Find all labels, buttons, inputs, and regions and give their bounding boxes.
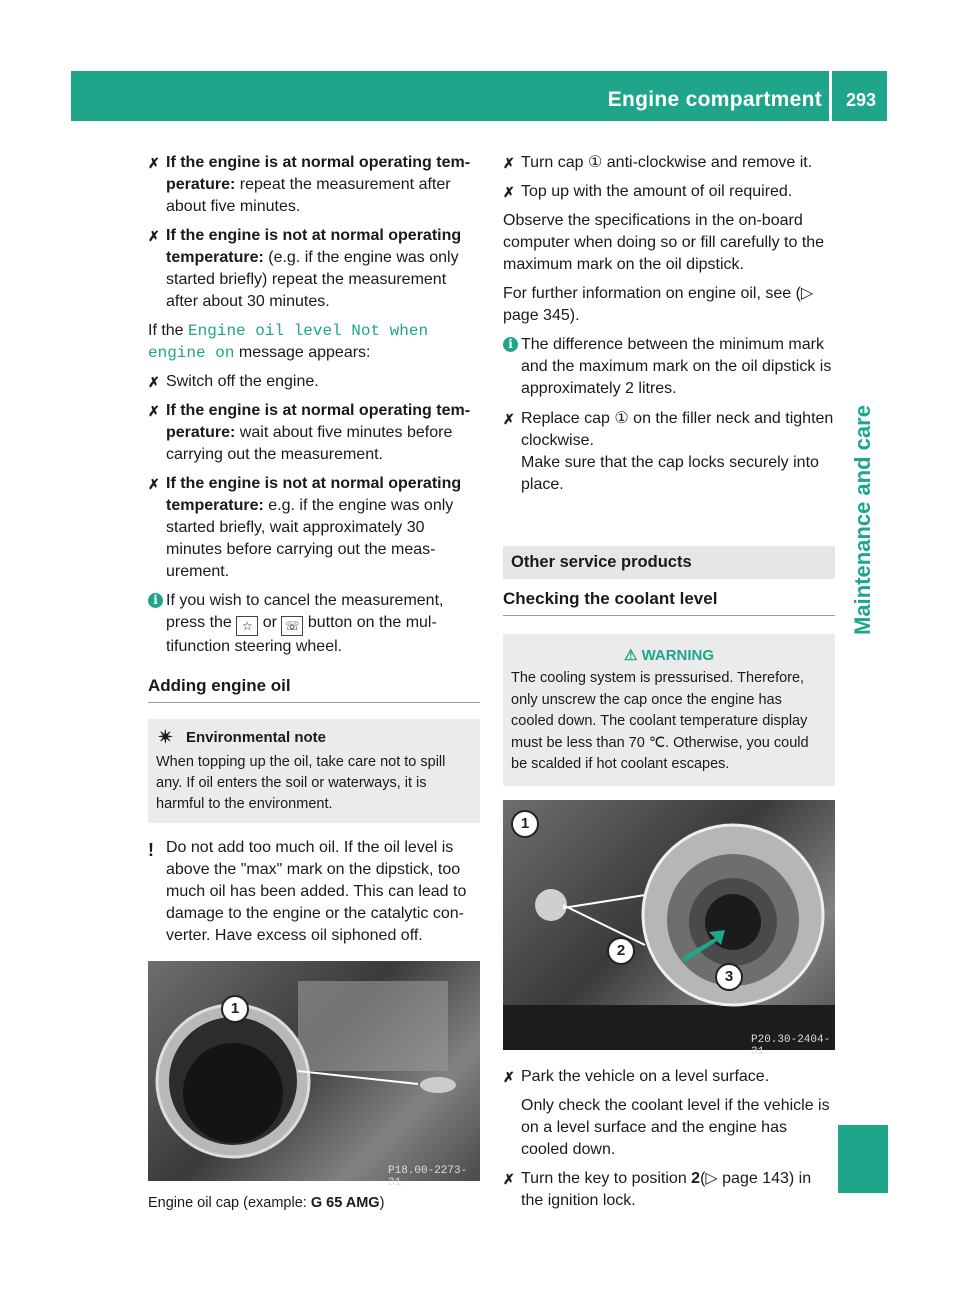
exclamation-icon: ! xyxy=(148,840,154,860)
step-arrow-icon: ✗ xyxy=(503,1068,515,1085)
figure-reference: P18.00-2273-31 xyxy=(388,1165,468,1189)
oil-cap-illustration xyxy=(148,961,480,1181)
right-column xyxy=(503,152,835,1219)
step-item: ✗ Top up with the amount of oil required. xyxy=(503,181,835,203)
info-icon: i xyxy=(503,337,518,352)
step-arrow-icon: ✗ xyxy=(503,184,515,200)
info-note: i If you wish to cancel the measurement, press the ☆ or ☏ button on the multifunction steering wheel. xyxy=(148,590,480,658)
step-arrow-icon: ✗ xyxy=(503,155,515,171)
coolant-cap-illustration xyxy=(503,800,835,1050)
step-item: ✗ If the engine is not at normal operating temperature: e.g. if the engine was only started briefly, wait approximately 30 minutes before carrying out the measurement. xyxy=(148,475,462,580)
engine-oil-cap-photo xyxy=(148,961,480,1189)
step-item: ✗ Switch off the engine. xyxy=(148,371,480,393)
page-title: Engine compartment xyxy=(607,88,822,111)
step-item: ✗ If the engine is at normal operating temperature: repeat the measurement after about five minutes. xyxy=(148,154,471,215)
section-band: Other service products xyxy=(503,546,835,579)
info-icon: i xyxy=(148,593,163,608)
section-heading: Checking the coolant level xyxy=(503,589,835,616)
display-message: Engine oil level Not when engine on xyxy=(148,322,429,362)
step-item: ✗ Turn the key to position 2(▷ page 143) in the ignition lock. xyxy=(503,1169,812,1209)
callout-1: 1 xyxy=(511,810,539,838)
paragraph: For further information on engine oil, see (▷ page 345). xyxy=(503,285,814,324)
notice-note: ! Do not add too much oil. If the oil level is above the "max" mark on the dipstick, too much oil has been added. This can lead to damage to the engine or the catalytic converter. Have excess oil siphoned off. xyxy=(148,839,467,944)
paragraph: Only check the coolant level if the vehicle is on a level surface and the engine has cooled down. xyxy=(521,1096,830,1158)
step-item: ✗ If the engine is not at normal operating temperature: (e.g. if the engine was only started briefly) repeat the measurement after about 30 minutes. xyxy=(148,227,462,310)
step-arrow-icon: ✗ xyxy=(148,228,160,244)
coolant-cap-photo xyxy=(503,800,835,1058)
callout-2: 2 xyxy=(607,937,635,965)
phone-button-icon: ☏ xyxy=(281,616,303,636)
step-arrow-icon: ✗ xyxy=(148,155,160,171)
callout-1: 1 xyxy=(221,995,249,1023)
step-arrow-icon: ✗ xyxy=(503,1170,515,1187)
section-heading: Adding engine oil xyxy=(148,676,480,703)
step-arrow-icon: ✗ xyxy=(148,476,160,492)
page-number: 293 xyxy=(845,90,877,110)
environmental-note: ✴ Environmental note When topping up the oil, take care not to spill any. If oil enters the soil or waterways, it is harmful to the environment. xyxy=(148,719,480,823)
step-arrow-icon: ✗ xyxy=(148,374,160,390)
message-intro: If the Engine oil level Not when engine on message appears: xyxy=(148,322,429,362)
figure-reference: P20.30-2404-31 xyxy=(751,1033,831,1058)
step-arrow-icon: ✗ xyxy=(503,411,515,427)
step-item: ✗ Turn cap ① anti-clockwise and remove it. xyxy=(503,152,835,174)
back-button-icon: ☆ xyxy=(236,616,258,636)
step-item: ✗ Replace cap ① on the filler neck and tighten clockwise. Make sure that the cap locks securely into place. xyxy=(503,410,834,493)
step-item: ✗ Park the vehicle on a level surface. xyxy=(503,1066,835,1088)
photo-caption: Engine oil cap (example: G 65 AMG) xyxy=(148,1195,385,1211)
step-arrow-icon: ✗ xyxy=(148,403,160,419)
warning-box: ⚠ WARNING The cooling system is pressurised. Therefore, only unscrew the cap once the engine has cooled down. The coolant temperature display must be less than 70 ℃. Otherwise, you could be scalded if hot coolant escapes. xyxy=(503,634,835,786)
environment-icon: ✴ xyxy=(158,727,174,747)
side-tab-marker xyxy=(838,1125,888,1193)
left-column xyxy=(148,152,480,1211)
callout-3: 3 xyxy=(715,963,743,991)
side-tab-label: Maintenance and care xyxy=(850,405,875,635)
header-separator xyxy=(829,71,832,121)
info-note: i The difference between the minimum mark and the maximum mark on the oil dipstick is approximately 2 litres. xyxy=(503,334,835,400)
step-item: ✗ If the engine is at normal operating temperature: wait about five minutes before carrying out the measurement. xyxy=(148,402,471,463)
warning-icon: ⚠ xyxy=(623,647,642,664)
paragraph: Observe the specifications in the on-board computer when doing so or fill carefully to the maximum mark on the oil dipstick. xyxy=(503,212,825,273)
